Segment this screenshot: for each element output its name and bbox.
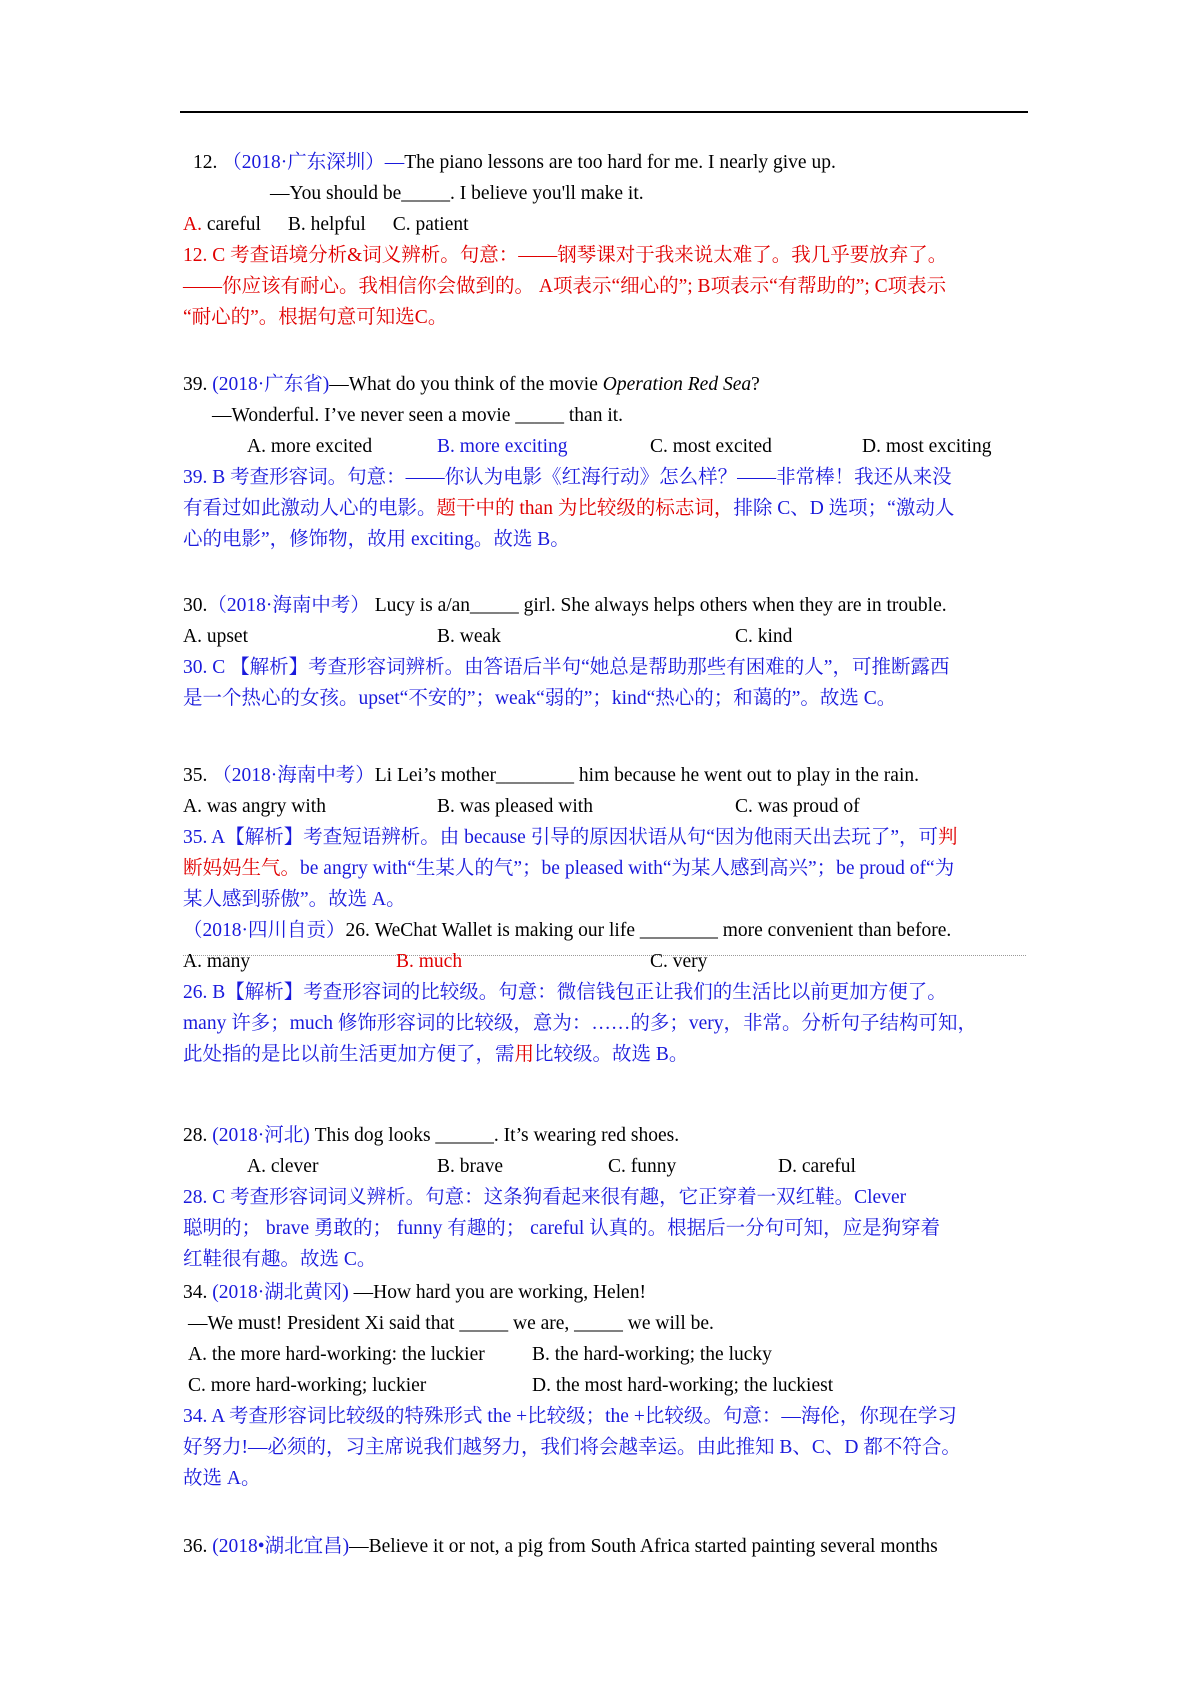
q26-answer-line2: many 许多；much 修饰形容词的比较级，意为：……的多；very，非常。分析句子结构可知， <box>183 1013 978 1034</box>
q39-answer-part2: 题干中的 than 为比较级的标志词， <box>436 498 734 519</box>
q30-answer-line1: 30. C 【解析】考查形容词辨析。由答语后半句“她总是帮助那些有困难的人”，可推断露西 <box>183 657 950 678</box>
q12-answer-line1: 12. C 考查语境分析&词义辨析。句意：——钢琴课对于我来说太难了。我几乎要放弃了。 <box>183 245 948 266</box>
q12-option-b: B. helpful <box>287 214 366 235</box>
q36-stem-text: —Believe it or not, a pig from South Africa started painting several months <box>349 1536 938 1557</box>
q39-answer-part3: 排除 C、D 选项；“激动人 <box>733 498 955 519</box>
q34-option-d: D. the most hard-working; the luckiest <box>532 1375 834 1396</box>
q28-answer-line3: 红鞋很有趣。故选 C。 <box>183 1249 377 1270</box>
q12-answer-line3: “耐心的”。根据句意可知选C。 <box>183 307 448 328</box>
q34-answer-line2: 好努力!—必须的，习主席说我们越努力，我们将会越幸运。由此推知 B、C、D 都不符合。 <box>183 1437 961 1458</box>
q39-option-c: C. most excited <box>650 436 772 457</box>
q34-answer-line1: 34. A 考查形容词比较级的特殊形式 the +比较级；the +比较级。句意：—海伦，你现在学习 <box>183 1406 957 1427</box>
q28-answer-line2: 聪明的； brave 勇敢的； funny 有趣的； careful 认真的。根据后一分句可知，应是狗穿着 <box>183 1218 941 1239</box>
q35-answer-line2 <box>183 856 954 882</box>
q36-source: (2018•湖北宜昌) <box>212 1536 350 1557</box>
q26-option-c: C. very <box>650 951 708 972</box>
q26-answer-part1: 此处指的是比以前生活更加方便了，需 <box>183 1044 515 1065</box>
q39-option-a: A. more excited <box>247 436 373 457</box>
q39-answer-line3: 心的电影”，修饰物，故用 exciting。故选 B。 <box>183 529 570 550</box>
q26-stem-text: 26. WeChat Wallet is making our life ________ more convenient than before. <box>345 920 952 941</box>
q12-option-c: C. patient <box>392 214 469 235</box>
q34-stem <box>183 1280 646 1306</box>
q28-number: 28. <box>183 1125 213 1146</box>
q35-answer-part4: be angry with“生某人的气”；be pleased with“为某人感到高兴”；be proud of“为 <box>300 858 955 879</box>
q12-answer-line2: ——你应该有耐心。我相信你会做到的。 A项表示“细心的”; B项表示“有帮助的”; C项表示 <box>183 276 947 297</box>
q35-option-c: C. was proud of <box>735 796 860 817</box>
q28-option-a: A. clever <box>247 1156 319 1177</box>
q28-answer-line1: 28. C 考查形容词词义辨析。句意：这条狗看起来很有趣，它正穿着一双红鞋。Clever <box>183 1187 907 1208</box>
q26-source: （2018·四川自贡） <box>183 920 346 941</box>
q30-option-c: C. kind <box>735 626 793 647</box>
q30-answer-line2: 是一个热心的女孩。upset“不安的”；weak“弱的”；kind“热心的；和蔼的”。故选 C。 <box>183 688 897 709</box>
q26-answer-line3 <box>183 1042 688 1068</box>
q12-stem <box>193 150 836 176</box>
q35-number: 35. <box>183 765 213 786</box>
q12-option-a: careful <box>201 214 261 235</box>
header-rule <box>180 111 1028 113</box>
q39-option-d: D. most exciting <box>862 436 992 457</box>
q39-source: (2018·广东省) <box>212 374 330 395</box>
q35-source: （2018·海南中考） <box>212 765 375 786</box>
q35-answer-part1: 35. A【解析】考查短语辨析。由 because 引导的原因状语从句“因为他雨天出去玩了”，可 <box>183 827 939 848</box>
q39-stem-b: ? <box>751 374 760 395</box>
q34-option-c: C. more hard-working; luckier <box>188 1375 427 1396</box>
q28-source: (2018·河北) <box>212 1125 310 1146</box>
q35-answer-part2: 判 <box>938 827 958 848</box>
q26-option-a: A. many <box>183 951 251 972</box>
q12-options <box>183 212 469 238</box>
q26-answer-part2: 用 <box>514 1044 535 1065</box>
q35-option-a: A. was angry with <box>183 796 326 817</box>
q28-option-d: D. careful <box>778 1156 856 1177</box>
q34-option-b: B. the hard-working; the lucky <box>532 1344 772 1365</box>
q34-answer-line3: 故选 A。 <box>183 1468 261 1489</box>
q39-answer-line1: 39. B 考查形容词。句意：——你认为电影《红海行动》怎么样？——非常棒！我还从来没 <box>183 467 952 488</box>
q34-source: (2018·湖北黄冈) <box>212 1282 349 1303</box>
q28-stem-text: This dog looks ______. It’s wearing red shoes. <box>309 1125 680 1146</box>
q39-number: 39. <box>183 374 213 395</box>
q39-movie-title: Operation Red Sea <box>602 374 752 395</box>
q26-dotted-rule <box>183 955 1026 956</box>
q36-stem <box>183 1534 938 1560</box>
q39-stem <box>183 372 760 398</box>
q30-source: （2018·海南中考） <box>207 595 370 616</box>
q26-answer-line1: 26. B【解析】考查形容词的比较级。句意：微信钱包正让我们的生活比以前更加方便了。 <box>183 982 947 1003</box>
q34-number: 34. <box>183 1282 213 1303</box>
q34-stem-text: —How hard you are working, Helen! <box>348 1282 647 1303</box>
q35-answer-line3: 某人感到骄傲”。故选 A。 <box>183 889 406 910</box>
q30-stem-text: Lucy is a/an_____ girl. She always helps others when they are in trouble. <box>369 595 947 616</box>
q35-answer-line1 <box>183 825 958 851</box>
q12-option-a-letter: A. <box>183 214 202 235</box>
q34-option-a: A. the more hard-working: the luckier <box>188 1344 485 1365</box>
q39-option-b: B. more exciting <box>437 436 568 457</box>
q26-answer-part3: 比较级。故选 B。 <box>534 1044 689 1065</box>
q36-number: 36. <box>183 1536 213 1557</box>
q28-option-b: B. brave <box>437 1156 504 1177</box>
q39-stem-a: —What do you think of the movie <box>329 374 603 395</box>
q39-line2: —Wonderful. I’ve never seen a movie _____ than it. <box>212 405 624 426</box>
q12-number: 12. <box>193 152 218 173</box>
q30-stem <box>183 593 947 619</box>
q35-stem <box>183 763 919 789</box>
q30-option-b: B. weak <box>437 626 501 647</box>
q35-answer-part3: 断妈妈生气。 <box>183 858 301 879</box>
q34-line2: —We must! President Xi said that _____ we are, _____ we will be. <box>188 1313 714 1334</box>
q35-stem-text: Li Lei’s mother________ him because he went out to play in the rain. <box>374 765 919 786</box>
q28-stem <box>183 1123 679 1149</box>
q39-answer-part1: 有看过如此激动人心的电影。 <box>183 498 437 519</box>
q26-stem <box>183 918 951 944</box>
q12-stem-text: The piano lessons are too hard for me. I nearly give up. <box>404 152 836 173</box>
q28-option-c: C. funny <box>608 1156 677 1177</box>
q12-source: （2018·广东深圳）— <box>222 152 405 173</box>
q30-number: 30. <box>183 595 208 616</box>
q39-answer-line2 <box>183 496 954 522</box>
q35-option-b: B. was pleased with <box>437 796 593 817</box>
q30-option-a: A. upset <box>183 626 248 647</box>
q26-option-b: B. much <box>396 951 463 972</box>
q12-line2: —You should be_____. I believe you'll make it. <box>270 183 644 204</box>
